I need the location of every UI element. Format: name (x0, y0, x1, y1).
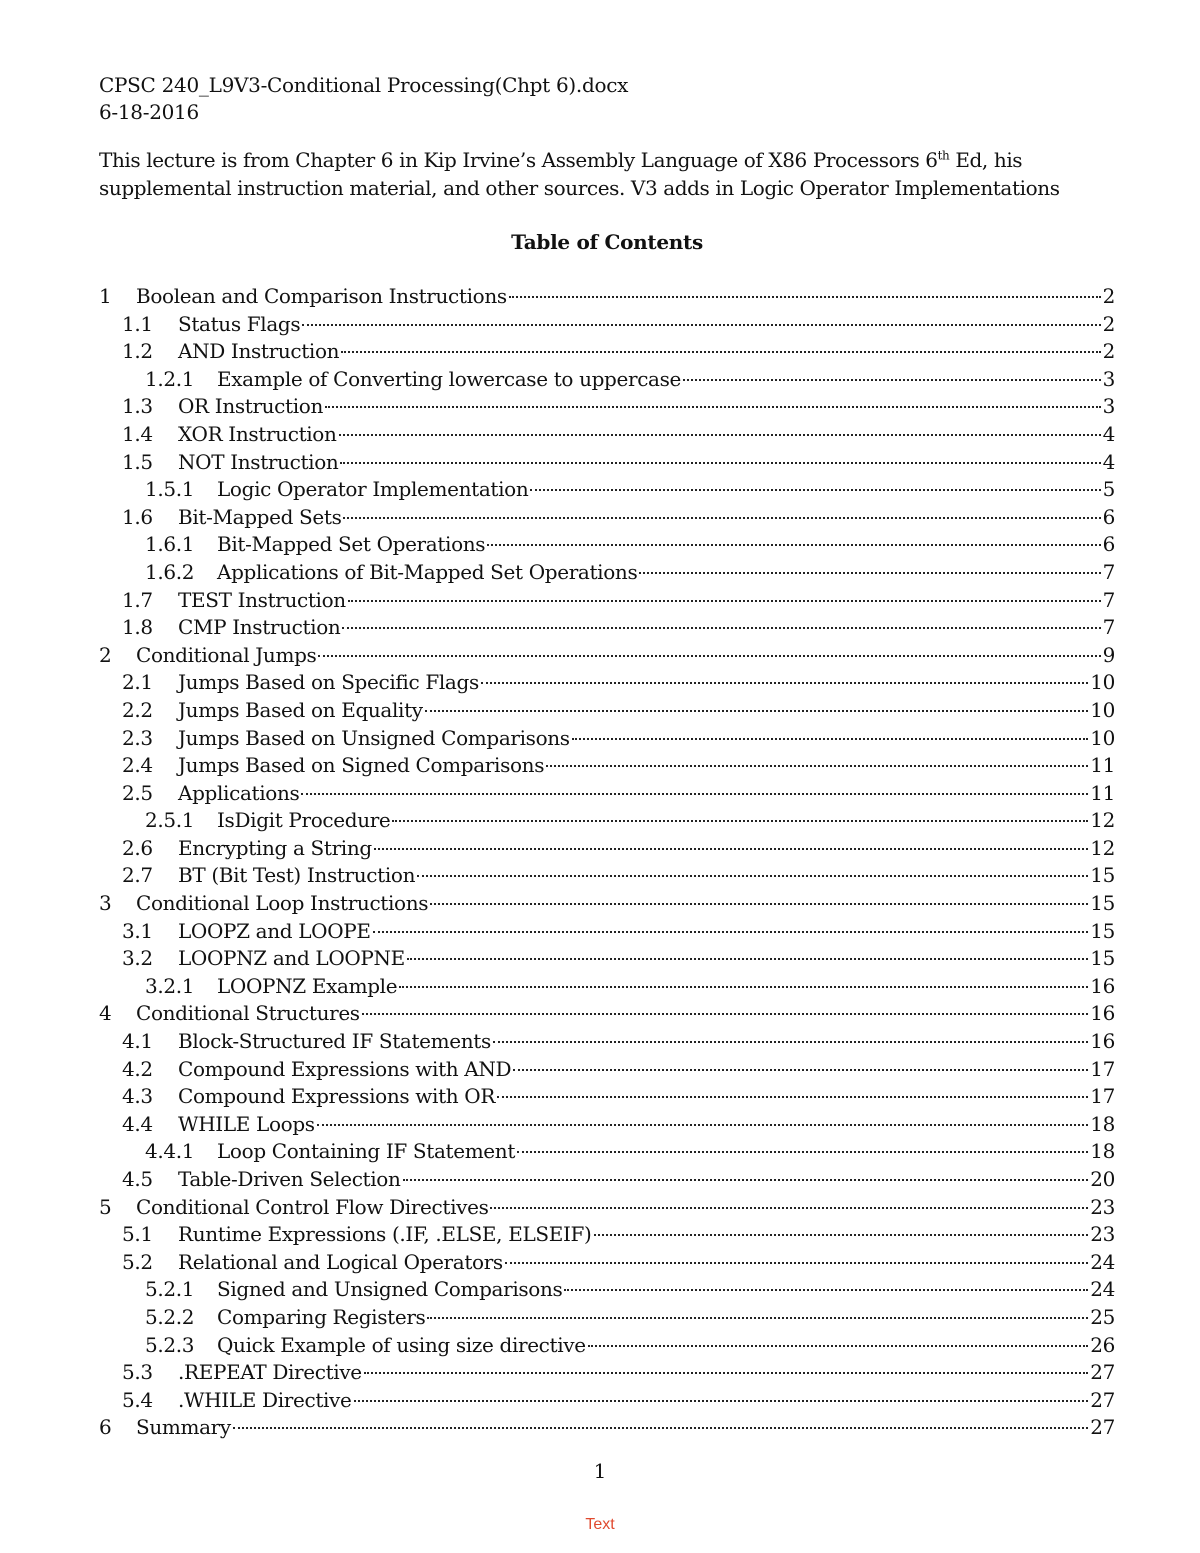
toc-entry[interactable] (99, 283, 1115, 311)
toc-entry-number: 6 (99, 1415, 112, 1440)
toc-entry-title: Applications of Bit-Mapped Set Operations (217, 559, 638, 584)
toc-entry-page: 15 (1090, 918, 1115, 943)
toc-entry-number: 1.5.1 (145, 477, 195, 502)
toc-entry-page: 11 (1090, 753, 1115, 778)
toc-dot-leader (407, 958, 1088, 960)
toc-dot-leader (364, 1372, 1088, 1374)
toc-entry[interactable] (99, 1166, 1115, 1194)
toc-entry-title: AND Instruction (178, 339, 340, 364)
toc-entry-number: 2.1 (122, 670, 153, 695)
toc-entry-number: 4.4.1 (145, 1139, 195, 1164)
toc-entry[interactable] (99, 1332, 1115, 1360)
toc-dot-leader (513, 1069, 1088, 1071)
toc-entry[interactable] (99, 807, 1115, 835)
toc-dot-leader (481, 682, 1088, 684)
toc-entry-title: Applications (178, 780, 300, 805)
toc-dot-leader (340, 462, 1100, 464)
toc-entry-title: Comparing Registers (217, 1304, 426, 1329)
toc-entry-number: 5 (99, 1194, 112, 1219)
toc-dot-leader (373, 931, 1089, 933)
toc-dot-leader (362, 1013, 1089, 1015)
toc-dot-leader (233, 1427, 1088, 1429)
toc-dot-leader (683, 379, 1101, 381)
toc-entry-page: 2 (1102, 339, 1115, 364)
toc-dot-leader (301, 793, 1088, 795)
toc-entry-title: Summary (136, 1415, 231, 1440)
toc-entry-number: 1.6.1 (145, 532, 195, 557)
toc-dot-leader (339, 434, 1101, 436)
toc-entry[interactable] (99, 393, 1115, 421)
toc-entry-page: 16 (1090, 1001, 1115, 1026)
toc-entry-title: WHILE Loops (178, 1111, 315, 1136)
toc-entry-number: 5.1 (122, 1222, 153, 1247)
toc-entry-page: 6 (1102, 532, 1115, 557)
toc-entry-page: 27 (1090, 1360, 1115, 1385)
toc-entry-title: Jumps Based on Equality (178, 697, 423, 722)
toc-entry-page: 11 (1090, 780, 1115, 805)
toc-entry[interactable] (99, 1028, 1115, 1056)
toc-entry-title: Jumps Based on Specific Flags (178, 670, 479, 695)
document-page (99, 72, 1115, 1442)
toc-entry-number: 5.2.3 (145, 1332, 195, 1357)
toc-dot-leader (546, 765, 1088, 767)
toc-entry-page: 18 (1090, 1111, 1115, 1136)
toc-entry-title: Conditional Loop Instructions (136, 891, 429, 916)
toc-entry-title: Loop Containing IF Statement (217, 1139, 516, 1164)
toc-entry-page: 27 (1090, 1415, 1115, 1440)
toc-entry[interactable] (99, 973, 1115, 1001)
toc-entry[interactable] (99, 697, 1115, 725)
toc-dot-leader (430, 903, 1088, 905)
toc-entry-number: 4.3 (122, 1084, 153, 1109)
toc-entry-title: Bit-Mapped Set Operations (217, 532, 486, 557)
toc-entry-number: 2.3 (122, 725, 153, 750)
toc-entry[interactable] (99, 862, 1115, 890)
toc-dot-leader (417, 875, 1088, 877)
toc-entry[interactable] (99, 311, 1115, 339)
intro-paragraph (99, 146, 1115, 202)
toc-entry-number: 1 (99, 284, 112, 308)
toc-entry-title: BT (Bit Test) Instruction (178, 863, 416, 888)
toc-entry-page: 16 (1090, 973, 1115, 998)
toc-entry-page: 23 (1090, 1194, 1115, 1219)
toc-dot-leader (317, 1124, 1089, 1126)
toc-entry-number: 1.8 (122, 615, 153, 640)
toc-entry-title: Example of Converting lowercase to uppercase (217, 366, 682, 391)
toc-dot-leader (348, 600, 1101, 602)
toc-entry[interactable] (99, 1276, 1115, 1304)
toc-entry-title: IsDigit Procedure (217, 808, 391, 833)
toc-entry-number: 1.7 (122, 587, 153, 612)
toc-entry-title: Conditional Jumps (136, 642, 317, 667)
toc-entry-title: .REPEAT Directive (178, 1360, 362, 1385)
toc-entry-title: Conditional Structures (136, 1001, 360, 1026)
toc-dot-leader (341, 351, 1100, 353)
toc-entry-title: LOOPNZ Example (217, 973, 398, 998)
toc-entry-number: 4.5 (122, 1167, 153, 1191)
toc-entry[interactable] (99, 725, 1115, 753)
toc-entry-page: 6 (1102, 504, 1115, 529)
toc-entry-number: 5.2.1 (145, 1277, 195, 1302)
toc-entry-page: 24 (1090, 1249, 1115, 1274)
toc-entry-page: 27 (1090, 1387, 1115, 1412)
toc-entry[interactable] (99, 945, 1115, 973)
toc-entry-title: LOOPNZ and LOOPNE (178, 946, 405, 971)
toc-entry-number: 2.7 (122, 863, 153, 888)
toc-entry-title: Table-Driven Selection (178, 1167, 401, 1191)
toc-entry-number: 3 (99, 891, 112, 916)
toc-entry[interactable] (99, 1000, 1115, 1028)
toc-entry-page: 4 (1102, 421, 1115, 446)
toc-dot-leader (325, 406, 1101, 408)
toc-entry-page: 23 (1090, 1222, 1115, 1247)
toc-entry-title: Relational and Logical Operators (178, 1249, 503, 1274)
toc-entry-title: Jumps Based on Unsigned Comparisons (178, 725, 570, 750)
toc-entry-title: TEST Instruction (178, 587, 346, 612)
toc-entry[interactable] (99, 338, 1115, 366)
toc-entry-title: CMP Instruction (178, 615, 341, 640)
toc-entry[interactable] (99, 1387, 1115, 1415)
toc-entry-number: 1.2.1 (145, 366, 195, 391)
document-date: 6-18-2016 (99, 100, 199, 124)
toc-entry[interactable] (99, 531, 1115, 559)
toc-entry-number: 5.3 (122, 1360, 153, 1385)
toc-entry-page: 18 (1090, 1139, 1115, 1164)
toc-entry[interactable] (99, 835, 1115, 863)
toc-entry-page: 24 (1090, 1277, 1115, 1302)
toc-dot-leader (354, 1400, 1089, 1402)
toc-entry-number: 4.2 (122, 1056, 153, 1081)
toc-dot-leader (594, 1234, 1089, 1236)
toc-dot-leader (493, 1041, 1088, 1043)
toc-entry[interactable] (99, 587, 1115, 615)
toc-entry-number: 1.6 (122, 504, 153, 529)
toc-entry-page: 7 (1102, 615, 1115, 640)
toc-dot-leader (318, 655, 1100, 657)
toc-entry-page: 10 (1090, 697, 1115, 722)
toc-entry-number: 1.3 (122, 394, 153, 419)
toc-entry-number: 2.6 (122, 835, 153, 860)
toc-dot-leader (374, 848, 1088, 850)
toc-entry[interactable] (99, 780, 1115, 808)
toc-entry-page: 3 (1102, 394, 1115, 419)
intro-superscript: th (937, 148, 950, 163)
toc-entry[interactable] (99, 449, 1115, 477)
toc-entry[interactable] (99, 366, 1115, 394)
toc-entry-page: 12 (1090, 808, 1115, 833)
toc-entry-title: Encrypting a String (178, 835, 372, 860)
toc-entry-number: 1.5 (122, 449, 153, 474)
toc-entry-page: 3 (1102, 366, 1115, 391)
toc-dot-leader (490, 1207, 1088, 1209)
toc-entry-number: 1.2 (122, 339, 153, 364)
toc-entry-page: 10 (1090, 725, 1115, 750)
watermark-text: Text (585, 1516, 615, 1533)
toc-entry-title: Quick Example of using size directive (217, 1332, 586, 1357)
toc-entry[interactable] (99, 918, 1115, 946)
toc-entry[interactable] (99, 1249, 1115, 1277)
toc-entry[interactable] (99, 1138, 1115, 1166)
toc-entry-page: 26 (1090, 1332, 1115, 1357)
toc-entry[interactable] (99, 1414, 1115, 1442)
toc-entry-number: 1.6.2 (145, 559, 195, 584)
toc-entry-title: Logic Operator Implementation (217, 477, 529, 502)
toc-entry-number: 3.2 (122, 946, 153, 971)
toc-entry-number: 2 (99, 642, 112, 667)
toc-entry-page: 15 (1090, 891, 1115, 916)
document-filename: CPSC 240_L9V3-Conditional Processing(Chpt 6).docx (99, 73, 629, 97)
page-number: 1 (593, 1459, 607, 1483)
toc-dot-leader (403, 1179, 1089, 1181)
toc-dot-leader (588, 1345, 1089, 1347)
toc-entry-number: 5.2 (122, 1249, 153, 1274)
toc-entry-page: 15 (1090, 946, 1115, 971)
toc-entry-page: 17 (1090, 1084, 1115, 1109)
toc-entry-title: Compound Expressions with OR (178, 1084, 496, 1109)
toc-dot-leader (572, 738, 1089, 740)
toc-entry-number: 5.2.2 (145, 1304, 195, 1329)
toc-dot-leader (342, 627, 1100, 629)
toc-entry-number: 2.5 (122, 780, 153, 805)
toc-entry-page: 9 (1102, 642, 1115, 667)
toc-entry[interactable] (99, 1359, 1115, 1387)
toc-entry-title: .WHILE Directive (178, 1387, 352, 1412)
toc-entry[interactable] (99, 1111, 1115, 1139)
toc-entry[interactable] (99, 1083, 1115, 1111)
toc-dot-leader (343, 517, 1100, 519)
toc-entry-page: 10 (1090, 670, 1115, 695)
toc-entry-page: 7 (1102, 587, 1115, 612)
toc-entry-number: 2.4 (122, 753, 153, 778)
toc-entry-title: Status Flags (178, 311, 301, 336)
toc-entry-page: 16 (1090, 1029, 1115, 1054)
toc-entry-number: 1.4 (122, 421, 153, 446)
toc-entry[interactable] (99, 642, 1115, 670)
table-of-contents (99, 283, 1115, 1442)
toc-dot-leader (564, 1289, 1088, 1291)
toc-entry-page: 25 (1090, 1304, 1115, 1329)
toc-entry-page: 4 (1102, 449, 1115, 474)
toc-entry-page: 2 (1102, 311, 1115, 336)
toc-dot-leader (392, 820, 1088, 822)
toc-entry-number: 3.2.1 (145, 973, 195, 998)
toc-dot-leader (639, 572, 1100, 574)
toc-entry-page: 5 (1102, 477, 1115, 502)
toc-entry[interactable] (99, 1304, 1115, 1332)
toc-dot-leader (427, 1317, 1088, 1319)
toc-entry-number: 1.1 (122, 311, 153, 336)
toc-entry-number: 4.1 (122, 1029, 153, 1054)
toc-entry-title: Signed and Unsigned Comparisons (217, 1277, 563, 1302)
toc-entry-title: Conditional Control Flow Directives (136, 1194, 489, 1219)
toc-entry-page: 15 (1090, 863, 1115, 888)
toc-entry-number: 4.4 (122, 1111, 153, 1136)
toc-entry-title: LOOPZ and LOOPE (178, 918, 371, 943)
toc-dot-leader (497, 1096, 1088, 1098)
toc-dot-leader (505, 1262, 1088, 1264)
toc-entry-number: 3.1 (122, 918, 153, 943)
toc-entry-title: OR Instruction (178, 394, 323, 419)
toc-entry[interactable] (99, 614, 1115, 642)
toc-entry-title: Block-Structured IF Statements (178, 1029, 491, 1054)
toc-dot-leader (302, 324, 1100, 326)
toc-entry-number: 5.4 (122, 1387, 153, 1412)
toc-entry-number: 2.2 (122, 697, 153, 722)
toc-entry-title: Jumps Based on Signed Comparisons (178, 753, 545, 778)
intro-text-part2: Ed, his supplemental instruction material, and other sources. V3 adds in Logic Operator Implementations (99, 148, 1060, 200)
toc-title: Table of Contents (511, 230, 703, 254)
toc-entry[interactable] (99, 476, 1115, 504)
toc-entry-page: 20 (1090, 1167, 1115, 1191)
toc-entry[interactable] (99, 559, 1115, 587)
toc-dot-leader (399, 986, 1088, 988)
toc-entry[interactable] (99, 669, 1115, 697)
toc-entry-title: Compound Expressions with AND (178, 1056, 512, 1081)
toc-entry[interactable] (99, 504, 1115, 532)
toc-entry-title: Bit-Mapped Sets (178, 504, 342, 529)
toc-entry-number: 4 (99, 1001, 112, 1026)
toc-entry[interactable] (99, 752, 1115, 780)
intro-text-part1: This lecture is from Chapter 6 in Kip Irvine’s Assembly Language of X86 Processors 6 (99, 148, 938, 172)
toc-entry-title: NOT Instruction (178, 449, 339, 474)
toc-dot-leader (487, 544, 1100, 546)
toc-entry[interactable] (99, 421, 1115, 449)
toc-dot-leader (425, 710, 1089, 712)
toc-dot-leader (517, 1151, 1088, 1153)
toc-entry[interactable] (99, 1221, 1115, 1249)
toc-entry-page: 7 (1102, 559, 1115, 584)
toc-entry-page: 12 (1090, 835, 1115, 860)
toc-dot-leader (530, 489, 1100, 491)
toc-entry-title: Boolean and Comparison Instructions (136, 284, 507, 308)
toc-entry-number: 2.5.1 (145, 808, 195, 833)
toc-entry-page: 2 (1102, 284, 1115, 308)
toc-dot-leader (509, 296, 1101, 298)
toc-entry-page: 17 (1090, 1056, 1115, 1081)
toc-entry-title: Runtime Expressions (.IF, .ELSE, ELSEIF) (178, 1222, 592, 1247)
toc-entry-title: XOR Instruction (178, 421, 337, 446)
toc-entry[interactable] (99, 1056, 1115, 1084)
toc-entry[interactable] (99, 1194, 1115, 1222)
toc-entry[interactable] (99, 890, 1115, 918)
